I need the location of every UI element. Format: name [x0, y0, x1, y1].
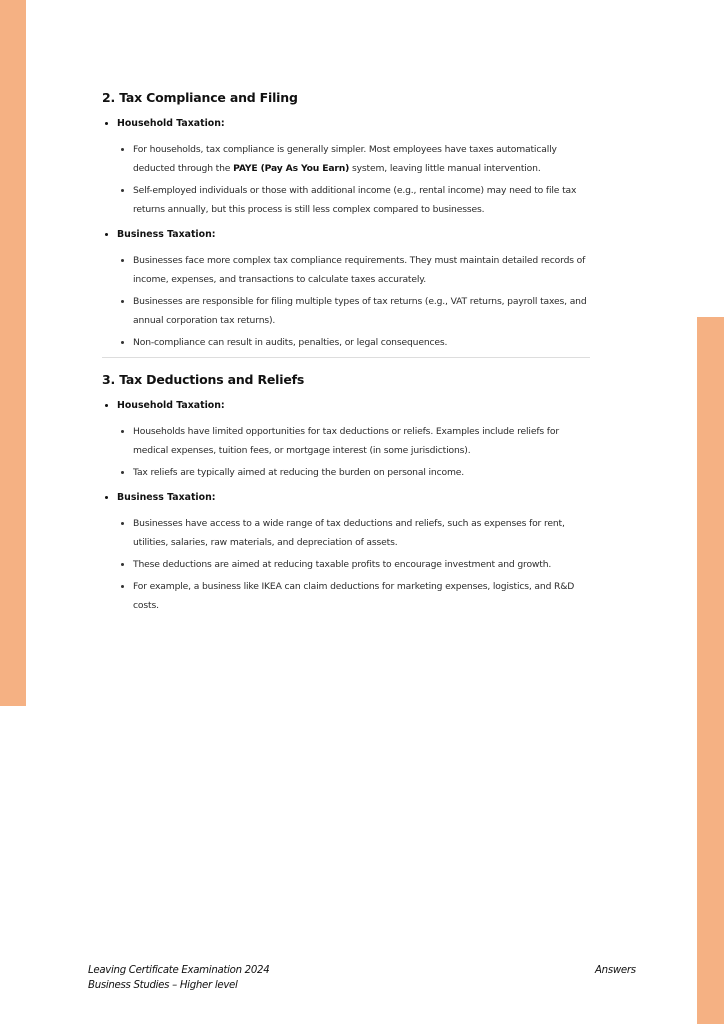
bullet-list [133, 251, 590, 352]
decorative-side-bar-right [697, 317, 724, 1024]
taxation-group [102, 492, 590, 615]
item-text: For example, a business like IKEA can claim deductions for marketing expenses, logistics, and R&D costs. [133, 581, 575, 611]
section-2 [102, 90, 590, 352]
section-heading: 2. Tax Compliance and Filing [102, 90, 298, 105]
group-label: Household Taxation: [117, 118, 590, 129]
section-divider [102, 357, 590, 358]
section-heading: 3. Tax Deductions and Reliefs [102, 372, 305, 387]
item-text: Businesses face more complex tax compliance requirements. They must maintain detailed records of income, expenses, and transactions to calculate taxes accurately. [133, 255, 586, 285]
decorative-side-bar-left [0, 0, 26, 706]
footer-exam-info [88, 963, 269, 993]
footer-answers-label: Answers [595, 965, 636, 976]
list-item [133, 577, 590, 615]
item-emphasis: PAYE (Pay As You Earn) [233, 163, 350, 174]
list-item [133, 251, 590, 289]
footer-subject-level: Business Studies – Higher level [88, 980, 238, 991]
item-text: For households, tax compliance is generally simpler. Most employees have taxes automatically deducted through the [133, 144, 557, 174]
taxation-group [102, 400, 590, 482]
item-text: Tax reliefs are typically aimed at reducing the burden on personal income. [133, 467, 465, 478]
item-text: Businesses have access to a wide range of tax deductions and reliefs, such as expenses for rent, utilities, salaries, raw materials, and depreciation of assets. [133, 518, 565, 548]
list-item [133, 181, 590, 219]
bullet-list [133, 514, 590, 615]
group-label: Business Taxation: [117, 229, 590, 240]
group-label: Household Taxation: [117, 400, 590, 411]
item-text: Businesses are responsible for filing multiple types of tax returns (e.g., VAT returns, payroll taxes, and annual corporation tax returns). [133, 296, 587, 326]
bullet-list [133, 422, 590, 482]
list-item [133, 292, 590, 330]
footer-exam-title: Leaving Certificate Examination 2024 [88, 965, 270, 976]
item-text-cont: system, leaving little manual intervention. [349, 163, 541, 174]
list-item [133, 140, 590, 178]
item-text: Self-employed individuals or those with additional income (e.g., rental income) may need to file tax returns annually, but this process is still less complex compared to businesses. [133, 185, 577, 215]
item-text: These deductions are aimed at reducing taxable profits to encourage investment and growth. [133, 559, 552, 570]
taxation-group [102, 118, 590, 219]
taxation-group [102, 229, 590, 352]
section-3 [102, 372, 590, 615]
list-item [133, 333, 590, 352]
list-item [133, 555, 590, 574]
list-item [133, 422, 590, 460]
list-item [133, 463, 590, 482]
list-item [133, 514, 590, 552]
item-text: Households have limited opportunities for tax deductions or reliefs. Examples include reliefs for medical expenses, tuition fees, or mortgage interest (in some jurisdictions). [133, 426, 559, 456]
answer-content [102, 90, 590, 618]
group-label: Business Taxation: [117, 492, 590, 503]
bullet-list [133, 140, 590, 219]
item-text: Non-compliance can result in audits, penalties, or legal consequences. [133, 337, 448, 348]
